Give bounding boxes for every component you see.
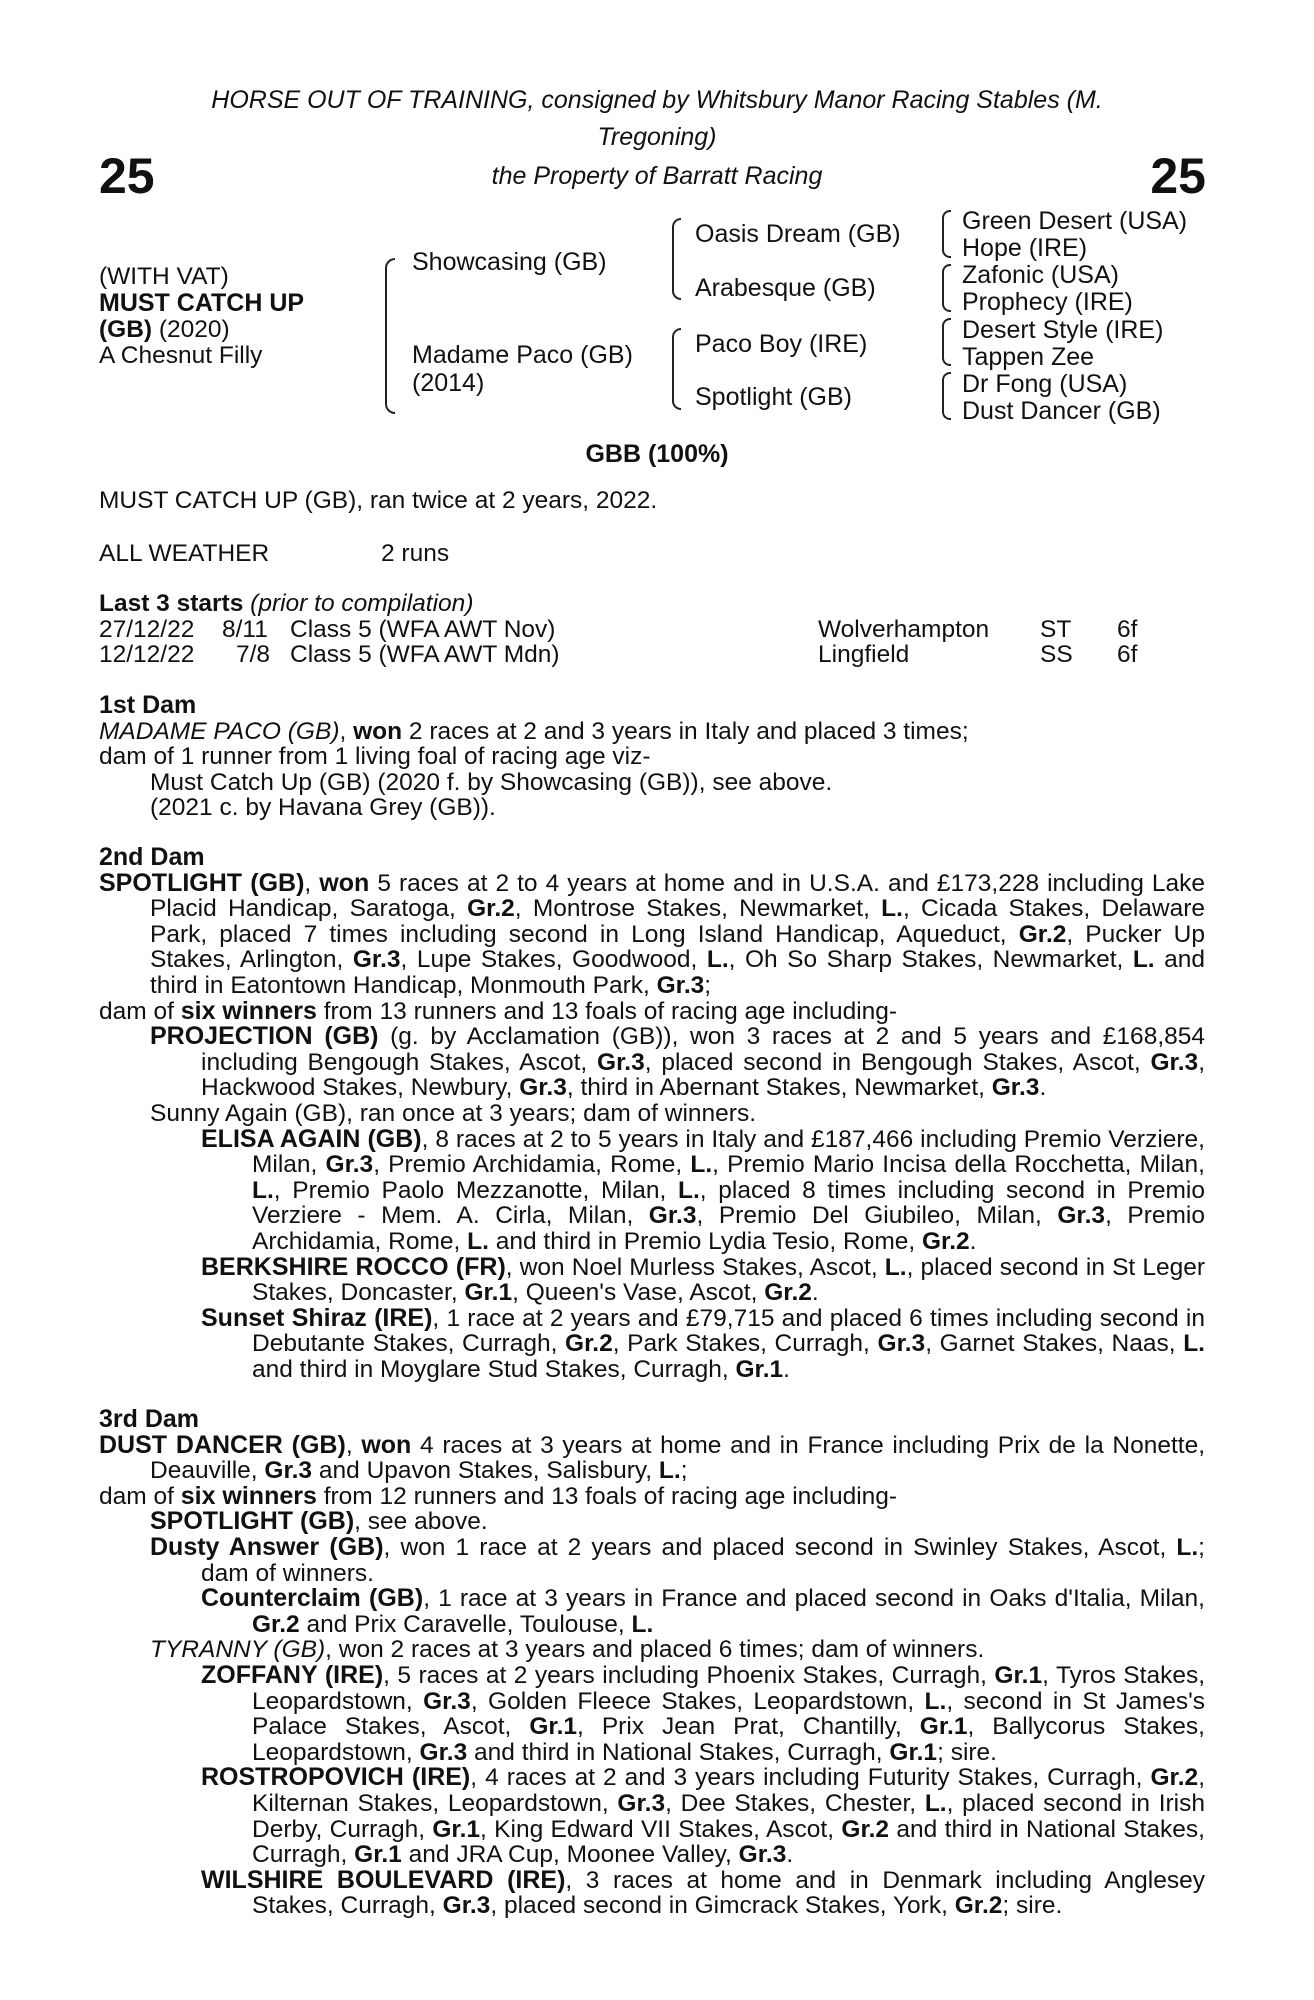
progeny-name: SPOTLIGHT (GB): [150, 1507, 355, 1536]
pedigree-sire-dam: Arabesque (GB): [695, 274, 876, 302]
progeny-text: .: [783, 1355, 790, 1383]
progeny-name: WILSHIRE BOULEVARD (IRE): [201, 1865, 566, 1894]
progeny-text: , 5 races at 2 years including Phoenix Stakes, Curragh,: [383, 1661, 995, 1689]
pedigree-sire-sire: Oasis Dream (GB): [695, 220, 901, 248]
third-dam-text: 4 races at 3 years at home and in France including Prix de la Nonette, Deauville,: [150, 1431, 1205, 1485]
progeny-text: , see above.: [354, 1508, 488, 1536]
third-dam-section: [99, 1407, 1205, 1919]
last-start-pos-2: 7/8: [236, 641, 271, 668]
progeny-text: ; sire.: [937, 1738, 997, 1766]
grade-badge: L.: [690, 1151, 713, 1179]
first-dam-won: won: [353, 717, 403, 745]
produce-winners: six winners: [180, 1481, 317, 1510]
progeny-text: , won 2 races at 3 years and placed 6 times; dam of winners.: [325, 1636, 985, 1664]
grade-badge: Gr.3: [877, 1330, 926, 1358]
pedigree-brace-dam: [672, 328, 681, 410]
elisa-again-entry: [99, 1124, 1206, 1255]
lot-number-right: 25: [1150, 148, 1206, 204]
second-dam-name: SPOTLIGHT (GB): [99, 868, 305, 897]
second-dam-para: SPOTLIGHT (GB), won 5 races at 2 to 4 years at home and in U.S.A. and £173,228 including Lake Placid Handicap, Saratoga, Gr.2, Montrose Stakes, Newmarket, L., Cicada Stakes, Delaware Park, placed 7 times including second in Long Island Handicap, Aqueduct, Gr.2, Pucker Up Stakes, Arlington, Gr.3, Lupe Stakes, Goodwood, L., Oh So Sharp Stakes, Newmarket, L. and third in Eatontown Handicap, Monmouth Park, Gr.3;: [99, 868, 1206, 999]
progeny-text: , placed 8 times including second in Premio Verziere - Mem. A. Cirla, Milan,: [252, 1176, 1205, 1230]
progeny-text: and third in Moyglare Stud Stakes, Curragh,: [252, 1355, 736, 1383]
grade-badge: Gr.3: [656, 971, 705, 999]
progeny-text: , Park Stakes, Curragh,: [612, 1330, 878, 1358]
grade-badge: Gr.1: [432, 1815, 481, 1843]
progeny-text: , Tyros Stakes, Leopardstown,: [252, 1661, 1206, 1715]
horse-name: MUST CATCH UP: [99, 289, 305, 317]
grade-badge: Gr.1: [994, 1661, 1043, 1689]
progeny-name: Counterclaim (GB): [201, 1584, 424, 1613]
wilshire-boulevard-entry: [99, 1865, 1205, 1920]
grade-badge: L.: [1176, 1533, 1199, 1561]
gbb-rating: GBB (100%): [585, 440, 729, 468]
second-dam-text: and third in Eatontown Handicap, Monmouth Park,: [150, 946, 1205, 999]
pedigree-gg3: Zafonic (USA): [962, 261, 1119, 289]
sunny-again-entry: Sunny Again (GB), ran once at 3 years; dam of winners.: [150, 1099, 757, 1127]
pedigree-brace-g34: [942, 264, 951, 312]
last-start-course-2: Lingfield: [818, 641, 910, 668]
horse-country: (GB): [99, 316, 153, 343]
progeny-text: , Kilternan Stakes, Leopardstown,: [252, 1764, 1205, 1817]
pedigree-gg4: Prophecy (IRE): [962, 288, 1133, 316]
grade-badge: Gr.1: [735, 1355, 784, 1383]
pedigree-gg5: Desert Style (IRE): [962, 316, 1164, 344]
pedigree-dam-dam: Spotlight (GB): [695, 383, 853, 411]
progeny-text: , Golden Fleece Stakes, Leopardstown,: [470, 1687, 925, 1715]
third-dam-name: DUST DANCER (GB): [99, 1430, 346, 1459]
second-dam-text: , Cicada Stakes, Delaware Park, placed 7 times including second in Long Island Handicap, Aqueduct,: [150, 895, 1205, 948]
grade-badge: L.: [924, 1789, 947, 1817]
last-starts-note: (prior to compilation): [250, 590, 474, 617]
last-start-course-1: Wolverhampton: [818, 616, 990, 643]
pedigree-brace-g12: [942, 210, 951, 258]
pedigree-brace-main: [385, 258, 395, 414]
first-dam-name: MADAME PACO (GB): [99, 717, 340, 745]
pedigree-brace-g56: [942, 318, 951, 366]
pedigree-brace-sire: [672, 218, 681, 300]
progeny-text: , won 1 race at 2 years and placed second in Swinley Stakes, Ascot,: [383, 1533, 1177, 1561]
progeny-text: , 8 races at 2 to 5 years in Italy and £187,466 including Premio Verziere, Milan,: [252, 1125, 1205, 1179]
progeny-text: .: [1039, 1074, 1047, 1102]
second-dam-heading: 2nd Dam: [99, 843, 205, 871]
grade-badge: L.: [884, 1253, 907, 1281]
grade-badge: L.: [1132, 946, 1155, 974]
pedigree-gg1: Green Desert (USA): [962, 207, 1188, 235]
progeny-text: and third in Premio Lydia Tesio, Rome,: [488, 1227, 922, 1255]
progeny-text: and third in National Stakes, Curragh,: [467, 1738, 890, 1766]
progeny-name: ZOFFANY (IRE): [201, 1660, 384, 1689]
progeny-text: , 1 race at 2 years and £79,715 and placed 6 times including second in Debutante Stakes, Curragh,: [252, 1304, 1206, 1358]
first-dam-foal-1: Must Catch Up (GB) (2020 f. by Showcasing (GB)), see above.: [150, 768, 833, 796]
last-start-pos-1: 8/11: [222, 616, 268, 643]
grade-badge: Gr.3: [442, 1892, 491, 1920]
progeny-text: , King Edward VII Stakes, Ascot,: [480, 1815, 842, 1843]
progeny-text: , 1 race at 3 years in France and placed second in Oaks d'Italia, Milan,: [423, 1585, 1205, 1613]
second-dam-section: [99, 845, 1205, 1382]
grade-badge: Gr.3: [352, 946, 401, 974]
grade-badge: L.: [678, 1176, 700, 1204]
grade-badge: Gr.1: [354, 1841, 402, 1869]
progeny-text: , Premio Archidamia, Rome,: [252, 1202, 1206, 1255]
progeny-text: , Ballycorus Stakes, Leopardstown,: [252, 1713, 1205, 1766]
pedigree-brace-g78: [942, 372, 951, 420]
surface-runs: 2 runs: [381, 540, 450, 567]
third-dam-heading: 3rd Dam: [99, 1405, 200, 1433]
grade-badge: Gr.3: [1150, 1048, 1199, 1076]
progeny-text: .: [786, 1841, 794, 1869]
sunset-shiraz-entry: [99, 1303, 1206, 1383]
first-dam-record: 2 races at 2 and 3 years in Italy and placed 3 times;: [408, 717, 969, 745]
berkshire-rocco-entry: [99, 1252, 1205, 1307]
pedigree-dam-sire: Paco Boy (IRE): [695, 330, 868, 358]
progeny-text: ; sire.: [1002, 1892, 1063, 1920]
grade-badge: L.: [924, 1687, 947, 1715]
progeny-text: , Premio Del Giubileo, Milan,: [696, 1202, 1058, 1230]
last-start-date-1: 27/12/22: [99, 616, 195, 643]
grade-badge: Gr.2: [1018, 920, 1067, 948]
last-starts-title: Last 3 starts: [99, 590, 244, 617]
horse-description: A Chesnut Filly: [99, 342, 263, 369]
race-record: MUST CATCH UP (GB), ran twice at 2 years, 2022.: [99, 487, 658, 514]
grade-badge: L.: [467, 1227, 489, 1255]
grade-badge: L.: [881, 895, 903, 923]
progeny-name: Dusty Answer (GB): [150, 1532, 384, 1561]
progeny-text: , Garnet Stakes, Naas,: [925, 1330, 1184, 1358]
horse-name-suffix: [99, 317, 230, 343]
progeny-text: , won Noel Murless Stakes, Ascot,: [505, 1253, 885, 1281]
second-dam-text: , Montrose Stakes, Newmarket,: [514, 895, 882, 923]
progeny-text: , 3 races at home and in Denmark including Anglesey Stakes, Curragh,: [252, 1866, 1205, 1920]
grade-badge: Gr.2: [252, 1610, 300, 1638]
pedigree-dam-year: (2014): [412, 369, 485, 397]
grade-badge: Gr.2: [565, 1330, 613, 1358]
grade-badge: L.: [252, 1176, 274, 1204]
grade-badge: Gr.2: [954, 1892, 1003, 1920]
pedigree-gg8: Dust Dancer (GB): [962, 397, 1161, 425]
progeny-text: and JRA Cup, Moonee Valley,: [401, 1841, 739, 1869]
first-dam-line: MADAME PACO (GB), won 2 races at 2 and 3 years in Italy and placed 3 times;: [99, 717, 969, 745]
progeny-text: , second in St James's Palace Stakes, Ascot,: [252, 1687, 1206, 1741]
progeny-text: , Prix Jean Prat, Chantilly,: [577, 1713, 920, 1741]
grade-badge: Gr.2: [764, 1279, 812, 1307]
grade-badge: Gr.3: [264, 1457, 313, 1485]
last-start-going-2: SS: [1040, 641, 1073, 668]
progeny-name: PROJECTION (GB): [150, 1022, 379, 1051]
progeny-text: ; dam of winners.: [201, 1533, 1205, 1587]
consignor-line: HORSE OUT OF TRAINING, consigned by Whitsbury Manor Racing Stables (M.: [211, 86, 1103, 114]
progeny-text: , placed second in Irish Derby, Curragh,: [252, 1789, 1205, 1843]
grade-badge: Gr.3: [648, 1202, 697, 1230]
grade-badge: Gr.1: [919, 1713, 968, 1741]
grade-badge: Gr.1: [889, 1738, 938, 1766]
second-dam-text: ;: [704, 971, 712, 999]
last-start-date-2: 12/12/22: [99, 641, 195, 668]
grade-badge: L.: [658, 1457, 681, 1485]
progeny-text: , Dee Stakes, Chester,: [665, 1789, 925, 1817]
first-dam-section: [99, 693, 1205, 821]
progeny-name: ELISA AGAIN (GB): [201, 1124, 422, 1153]
surface-label: ALL WEATHER: [99, 540, 270, 567]
grade-badge: Gr.2: [921, 1227, 970, 1255]
grade-badge: Gr.3: [1057, 1202, 1106, 1230]
property-line: the Property of Barratt Racing: [491, 162, 823, 190]
grade-badge: L.: [631, 1610, 654, 1638]
vat-note: (WITH VAT): [99, 263, 229, 290]
grade-badge: Gr.1: [529, 1713, 578, 1741]
progeny-text: and third in National Stakes, Curragh,: [252, 1815, 1205, 1869]
progeny-text: , third in Abernant Stakes, Newmarket,: [566, 1074, 992, 1102]
grade-badge: Gr.3: [325, 1151, 374, 1179]
third-dam-produce: [99, 1481, 1205, 1510]
progeny-text: (g. by Acclamation (GB)), won 3 races at 2 and 5 years and £168,854 including Bengough Stakes, Ascot,: [201, 1023, 1205, 1076]
grade-badge: Gr.3: [423, 1687, 471, 1715]
third-dam-para: DUST DANCER (GB), won 4 races at 3 years at home and in France including Prix de la Nonette, Deauville, Gr.3 and Upavon Stakes, Salisbury, L.;: [99, 1430, 1205, 1485]
pedigree-gg6: Tappen Zee: [962, 343, 1095, 371]
second-dam-text: 5 races at 2 to 4 years at home and in U.S.A. and £173,228 including Lake Placid Handicap, Saratoga,: [150, 869, 1206, 923]
progeny-text: , Premio Paolo Mezzanotte, Milan,: [273, 1176, 678, 1204]
projection-entry: [99, 1024, 1205, 1101]
progeny-name: Sunset Shiraz (IRE): [201, 1303, 433, 1332]
consignor-line-cont: Tregoning): [597, 123, 717, 151]
second-dam-produce: [99, 996, 1205, 1025]
produce-winners: six winners: [180, 996, 317, 1025]
horse-year: (2020): [158, 316, 230, 343]
grade-badge: Gr.3: [597, 1048, 645, 1076]
pedigree-gg7: Dr Fong (USA): [962, 370, 1128, 398]
second-dam-text: , Oh So Sharp Stakes, Newmarket,: [728, 946, 1133, 974]
last-start-dist-2: 6f: [1117, 641, 1138, 668]
grade-badge: Gr.3: [519, 1074, 567, 1102]
progeny-text: , Hackwood Stakes, Newbury,: [201, 1048, 1205, 1102]
produce-text: dam of: [99, 1482, 181, 1510]
pedigree-dam: Madame Paco (GB): [412, 341, 633, 369]
grade-badge: L.: [706, 946, 729, 974]
second-dam-text: , Pucker Up Stakes, Arlington,: [150, 920, 1205, 974]
progeny-text: , placed second in St Leger Stakes, Doncaster,: [252, 1253, 1205, 1307]
last-start-race-2: Class 5 (WFA AWT Mdn): [290, 641, 560, 668]
rostropovich-entry: [99, 1765, 1205, 1867]
progeny-name: BERKSHIRE ROCCO (FR): [201, 1252, 506, 1281]
progeny-text: , Premio Archidamia, Rome,: [373, 1151, 691, 1179]
grade-badge: Gr.2: [467, 895, 515, 923]
lot-number-left: 25: [99, 148, 155, 204]
grade-badge: Gr.2: [841, 1815, 890, 1843]
last-start-race-1: Class 5 (WFA AWT Nov): [290, 616, 556, 643]
first-dam-foal-2: (2021 c. by Havana Grey (GB)).: [150, 794, 496, 822]
progeny-name: ROSTROPOVICH (IRE): [201, 1763, 471, 1792]
counterclaim-entry: [99, 1586, 1205, 1637]
third-dam-won: won: [361, 1430, 412, 1459]
grade-badge: Gr.3: [617, 1789, 666, 1817]
produce-text: dam of: [99, 997, 181, 1025]
dusty-answer-entry: [99, 1532, 1205, 1587]
progeny-text: .: [811, 1279, 819, 1307]
grade-badge: Gr.2: [1150, 1764, 1199, 1792]
grade-badge: Gr.3: [738, 1841, 787, 1869]
grade-badge: Gr.3: [419, 1738, 468, 1766]
pedigree-gg2: Hope (IRE): [962, 234, 1088, 262]
progeny-text: .: [969, 1227, 977, 1255]
produce-text: from 12 runners and 13 foals of racing age including-: [316, 1482, 898, 1510]
third-dam-text: ;: [680, 1457, 688, 1485]
progeny-text: and Prix Caravelle, Toulouse,: [299, 1610, 632, 1638]
progeny-text: , placed second in Bengough Stakes, Ascot,: [644, 1048, 1151, 1076]
progeny-text: , placed second in Gimcrack Stakes, York,: [490, 1892, 955, 1920]
spotlight-entry: [99, 1509, 1205, 1535]
progeny-text: , Queen's Vase, Ascot,: [512, 1279, 765, 1307]
second-dam-won: won: [319, 868, 370, 897]
tyranny-entry: [99, 1637, 1205, 1663]
last-start-going-1: ST: [1040, 616, 1072, 643]
second-dam-text: , Lupe Stakes, Goodwood,: [400, 946, 707, 974]
zoffany-entry: [99, 1660, 1206, 1766]
last-start-dist-1: 6f: [1117, 616, 1138, 643]
first-dam-heading: 1st Dam: [99, 691, 197, 719]
pedigree-sire: Showcasing (GB): [412, 248, 607, 276]
grade-badge: Gr.3: [991, 1074, 1040, 1102]
produce-text: from 13 runners and 13 foals of racing age including-: [316, 997, 898, 1025]
third-dam-text: and Upavon Stakes, Salisbury,: [312, 1457, 659, 1485]
first-dam-produce: dam of 1 runner from 1 living foal of racing age viz-: [99, 743, 651, 771]
progeny-text: , 4 races at 2 and 3 years including Futurity Stakes, Curragh,: [470, 1764, 1151, 1792]
grade-badge: Gr.1: [464, 1279, 513, 1307]
grade-badge: L.: [1183, 1330, 1205, 1358]
progeny-text: , Premio Mario Incisa della Rocchetta, Milan,: [712, 1151, 1205, 1179]
progeny-name: TYRANNY (GB): [150, 1636, 326, 1664]
last-starts-heading: [99, 591, 473, 617]
